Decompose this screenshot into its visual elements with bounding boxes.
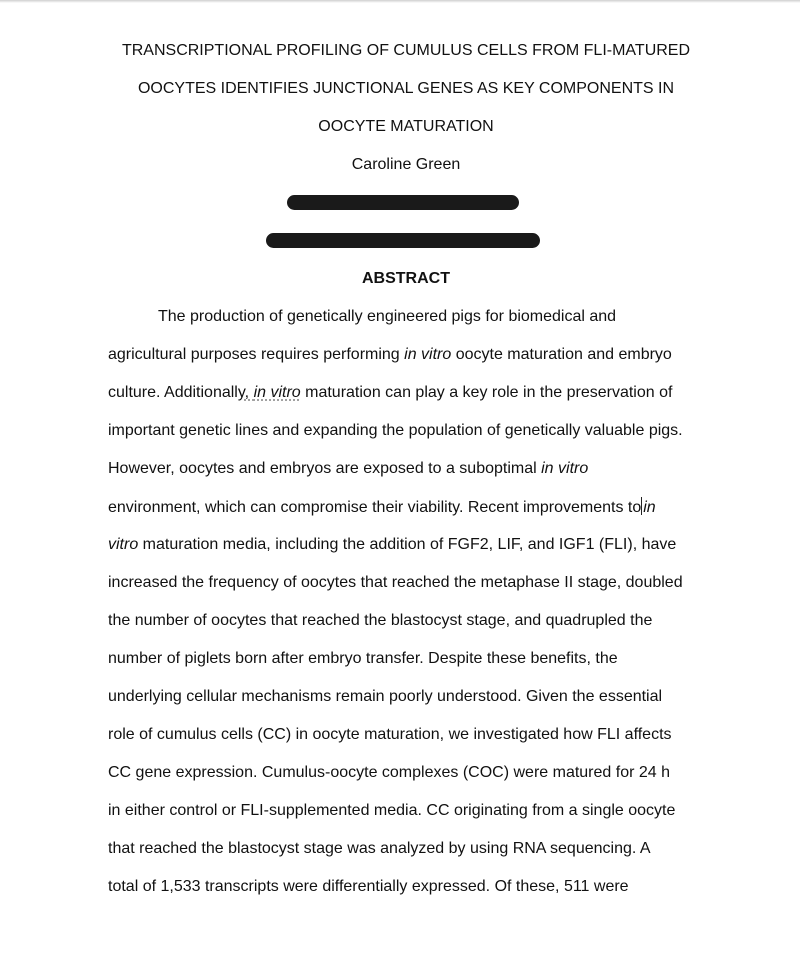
abstract-line-7[interactable] <box>108 535 708 555</box>
abstract-text: role of cumulus cells (CC) in oocyte maturation, we investigated how FLI affects <box>108 726 672 743</box>
abstract-text: number of piglets born after embryo transfer. Despite these benefits, the <box>108 650 618 667</box>
abstract-text: CC gene expression. Cumulus-oocyte complexes (COC) were matured for 24 h <box>108 764 671 781</box>
abstract-italic: in vitro <box>253 384 301 401</box>
abstract-text: in either control or FLI-supplemented media. CC originating from a single oocyte <box>108 802 676 819</box>
abstract-line-9[interactable] <box>108 611 708 631</box>
abstract-text: that reached the blastocyst stage was analyzed by using RNA sequencing. A <box>108 840 651 857</box>
abstract-line-11[interactable] <box>108 687 708 707</box>
redacted-affiliation-1 <box>287 195 519 210</box>
abstract-line-13[interactable] <box>108 763 708 783</box>
abstract-text: However, oocytes and embryos are exposed to a suboptimal <box>108 460 542 477</box>
title-line-2: OOCYTES IDENTIFIES JUNCTIONAL GENES AS KEY COMPONENTS IN <box>137 80 675 97</box>
abstract-italic: in vitro <box>404 346 452 363</box>
abstract-text: environment, which can compromise their viability. Recent improvements to <box>108 499 642 516</box>
abstract-line-6[interactable] <box>108 497 708 518</box>
abstract-text: oocyte maturation and embryo <box>451 346 672 363</box>
title-line-1: TRANSCRIPTIONAL PROFILING OF CUMULUS CELLS FROM FLI-MATURED <box>121 42 691 59</box>
abstract-text: maturation can play a key role in the preservation of <box>300 384 673 401</box>
abstract-italic: in vitro <box>541 460 589 477</box>
page-top-edge <box>0 0 800 3</box>
author-name: Caroline Green <box>351 156 461 173</box>
abstract-line-3[interactable] <box>108 383 708 403</box>
abstract-heading: ABSTRACT <box>362 270 450 287</box>
abstract-italic: in <box>643 499 656 516</box>
abstract-text: underlying cellular mechanisms remain poorly understood. Given the essential <box>108 688 663 705</box>
abstract-line-10[interactable] <box>108 649 708 669</box>
abstract-text: agricultural purposes requires performing <box>108 346 405 363</box>
abstract-line-2[interactable] <box>108 345 708 365</box>
abstract-line-4[interactable] <box>108 421 708 441</box>
abstract-text: increased the frequency of oocytes that reached the metaphase II stage, doubled <box>108 574 683 591</box>
abstract-text: culture. Additionally <box>108 384 245 401</box>
abstract-line-1[interactable] <box>158 307 758 327</box>
abstract-text: maturation media, including the addition of FGF2, LIF, and IGF1 (FLI), have <box>138 536 677 553</box>
abstract-italic: vitro <box>108 536 139 553</box>
abstract-text: total of 1,533 transcripts were differentially expressed. Of these, 511 were <box>108 878 629 895</box>
spelling-suggestion-mark[interactable]: , <box>244 384 254 401</box>
abstract-text: important genetic lines and expanding the population of genetically valuable pigs. <box>108 422 683 439</box>
abstract-line-12[interactable] <box>108 725 708 745</box>
title-line-3: OOCYTE MATURATION <box>318 118 494 135</box>
abstract-line-14[interactable] <box>108 801 708 821</box>
abstract-line-5[interactable] <box>108 459 708 479</box>
abstract-text: the number of oocytes that reached the blastocyst stage, and quadrupled the <box>108 612 653 629</box>
redacted-affiliation-2 <box>266 233 540 248</box>
abstract-line-15[interactable] <box>108 839 708 859</box>
abstract-line-16[interactable] <box>108 877 708 897</box>
abstract-text: The production of genetically engineered pigs for biomedical and <box>158 308 617 325</box>
abstract-line-8[interactable] <box>108 573 708 593</box>
